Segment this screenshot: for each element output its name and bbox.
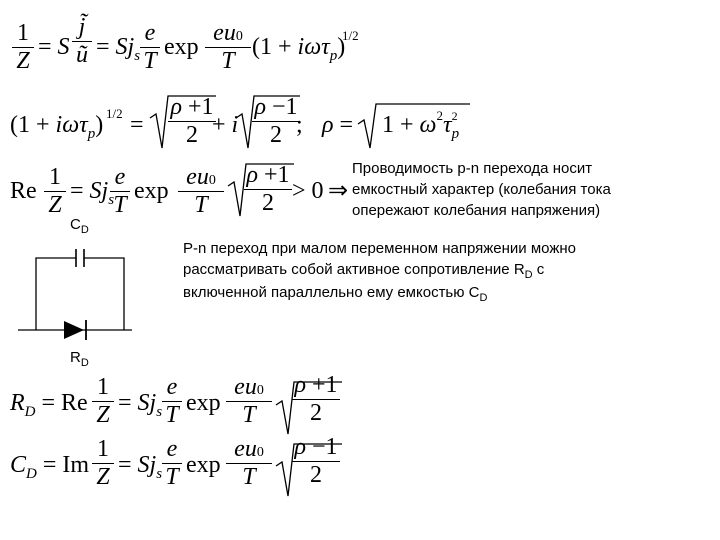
- equation-capacitance: $C_D = Im$ 1 Z = $Sj_s$ e T exp eu0 T ρ −1 2: [0, 434, 360, 500]
- equation-text-alternates: 1/Z = S j̃/ũ = S j_s (e/T) exp(e u_0/T) (1 + iωτ_p)^(1/2) (1 + iωτ_p)^(1/2) = √((ρ+1)/2) + i √((ρ−1)/2); ρ = √(1 + ω²τ_p²) Re 1/Z = S j_s (e/T) exp(e u_0/T) √((ρ+1)/2) > 0 ⇒ R_D = Re 1/Z = S j_s (e/T) exp(e u_0/T) √((ρ+1)/2) C_D = Im 1/Z = S j_s (e/T) exp(e u_0/T) √((ρ−1)/2): [0, 528, 120, 529]
- sqrt-sign: [228, 164, 294, 216]
- equation-resistance: $R_D = Re$ 1 Z = $Sj_s$ e T exp eu0 T ρ +1 2: [0, 372, 360, 438]
- sqrt-sign: [150, 96, 216, 148]
- equation-sqrt-decomposition: (1 + iωτ$_p$) 1/2 = ρ +1 2 + i ρ −1 2 ; ρ = $1 + \omega^2\tau^2_p$: [10, 94, 460, 148]
- equation-admittance: 1 Z = S j̃ ũ = $Sj_s$ e T exp eu0 T (1 + iωτ$_p$) 1/2: [0, 0, 370, 90]
- capacitor-label: $C_D$: [70, 216, 89, 236]
- implies-arrow: ⇒: [328, 178, 349, 204]
- circuit-wire: [36, 258, 76, 330]
- circuit-wire: [84, 258, 124, 330]
- conclusion-text: Проводимость p-n перехода носит емкостный характер (колебания тока опережают колебания напряжения): [352, 160, 611, 219]
- equation-real-part: Re 1 Z = $Sj_s$ e T exp eu0 T ρ +1 2 > 0 ⇒: [10, 162, 349, 218]
- sqrt-sign: [236, 96, 300, 148]
- model-description-text: P-n переход при малом переменном напряжении можно рассматривать собой активное сопротивление $R_D$ с включенной параллельно ему емкостью $C_D$: [183, 240, 576, 304]
- diode-symbol: [64, 321, 84, 339]
- sqrt-sign: [358, 104, 470, 148]
- diode-label: $R_D$: [70, 349, 89, 369]
